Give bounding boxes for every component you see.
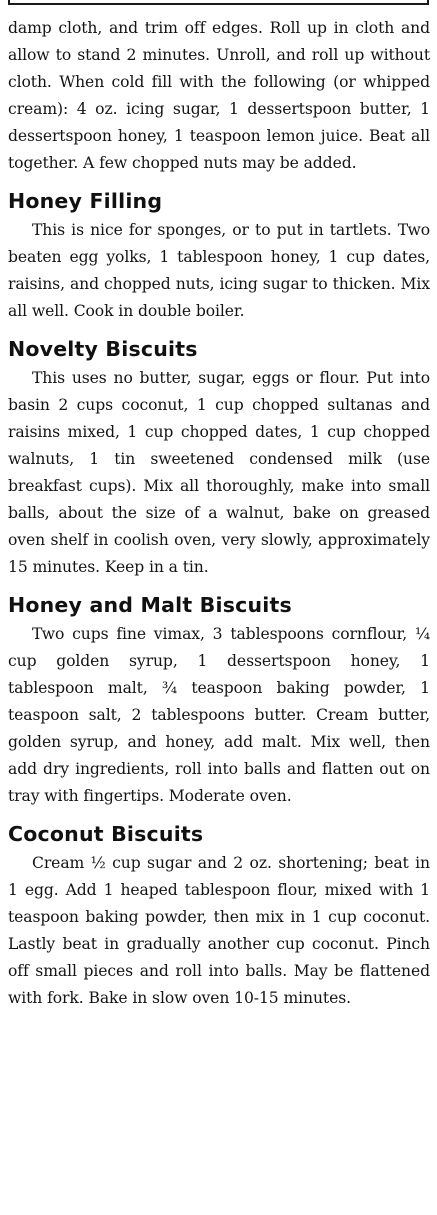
recipe-novelty-biscuits: [8, 335, 430, 581]
recipe-title: Coconut Biscuits: [8, 822, 204, 846]
recipe-column: [8, 15, 430, 1012]
recipe-text: This is nice for sponges, or to put in tartlets. Two beaten egg yolks, 1 tablespoon honey, 1 cup dates, raisins, and chopped nuts, icing sugar to thicken. Mix all well. Cook in double boiler.: [8, 221, 430, 320]
recipe-text: This uses no butter, sugar, eggs or flour. Put into basin 2 cups coconut, 1 cup chopped sultanas and raisins mixed, 1 cup chopped dates, 1 cup chopped walnuts, 1 tin sweetened condensed milk (use breakfast cups). Mix all thoroughly, make into small balls, about the size of a walnut, bake on greased oven shelf in coolish oven, very slowly, approximately 15 minutes. Keep in a tin.: [8, 369, 430, 576]
recipe-title: Honey Filling: [8, 189, 163, 213]
intro-paragraph: damp cloth, and trim off edges. Roll up in cloth and allow to stand 2 minutes. Unroll, and roll up without cloth. When cold fill with the following (or whipped cream): 4 oz. icing sugar, 1 dessertspoon butter, 1 dessertspoon honey, 1 teaspoon lemon juice. Beat all together. A few chopped nuts may be added.: [8, 19, 430, 172]
recipe-honey-filling: [8, 187, 430, 325]
recipe-title: Honey and Malt Biscuits: [8, 593, 292, 617]
top-border-rule: [8, 0, 429, 5]
recipe-honey-and-malt-biscuits: [8, 591, 430, 810]
recipe-text: Cream ½ cup sugar and 2 oz. shortening; beat in 1 egg. Add 1 heaped tablespoon flour, mixed with 1 teaspoon baking powder, then mix in 1 cup coconut. Lastly beat in gradually another cup coconut. Pinch off small pieces and roll into balls. May be flattened with fork. Bake in slow oven 10-15 minutes.: [8, 854, 430, 1007]
recipe-text: Two cups fine vimax, 3 tablespoons cornflour, ¼ cup golden syrup, 1 dessertspoon honey, 1 tablespoon malt, ¾ teaspoon baking powder, 1 teaspoon salt, 2 tablespoons butter. Cream butter, golden syrup, and honey, add malt. Mix well, then add dry ingredients, roll into balls and flatten out on tray with fingertips. Moderate oven.: [8, 625, 430, 805]
recipe-title: Novelty Biscuits: [8, 337, 198, 361]
recipe-coconut-biscuits: [8, 820, 430, 1012]
